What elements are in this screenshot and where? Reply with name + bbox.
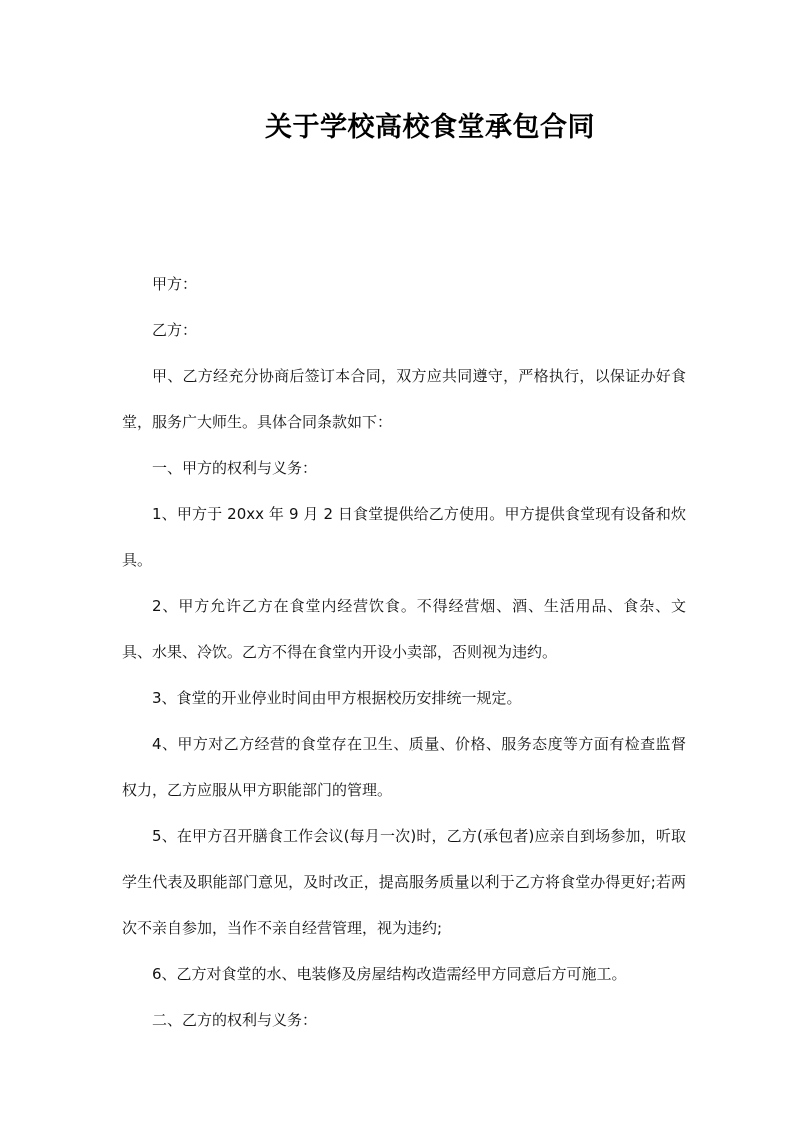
section-heading-party-b: 二、乙方的权利与义务： xyxy=(152,1011,318,1029)
preamble-paragraph: 甲、乙方经充分协商后签订本合同，双方应共同遵守，严格执行，以保证办好食堂，服务广大师生。具体合同条款如下： xyxy=(122,367,686,431)
clause-5: 5、在甲方召开膳食工作会议(每月一次)时，乙方(承包者)应亲自到场参加，听取学生代表及职能部门意见，及时改正，提高服务质量以利于乙方将食堂办得更好;若两次不亲自参加，当作不亲自经营管理，视为违约; xyxy=(122,827,686,937)
party-a-line: 甲方： xyxy=(152,275,198,293)
clause-6: 6、乙方对食堂的水、电装修及房屋结构改造需经甲方同意后方可施工。 xyxy=(152,965,627,983)
party-b-line: 乙方： xyxy=(152,321,198,339)
document-body xyxy=(122,261,686,1043)
clause-2: 2、甲方允许乙方在食堂内经营饮食。不得经营烟、酒、生活用品、食杂、文具、水果、冷饮。乙方不得在食堂内开设小卖部，否则视为违约。 xyxy=(122,597,686,661)
document-title: 关于学校高校食堂承包合同 xyxy=(265,112,595,143)
section-heading-party-a: 一、甲方的权利与义务： xyxy=(152,459,318,477)
clause-1: 1、甲方于 20xx 年 9 月 2 日食堂提供给乙方使用。甲方提供食堂现有设备和炊具。 xyxy=(122,505,686,569)
clause-3: 3、食堂的开业停业时间由甲方根据校历安排统一规定。 xyxy=(152,689,522,707)
clause-4: 4、甲方对乙方经营的食堂存在卫生、质量、价格、服务态度等方面有检查监督权力，乙方应服从甲方职能部门的管理。 xyxy=(122,735,686,799)
